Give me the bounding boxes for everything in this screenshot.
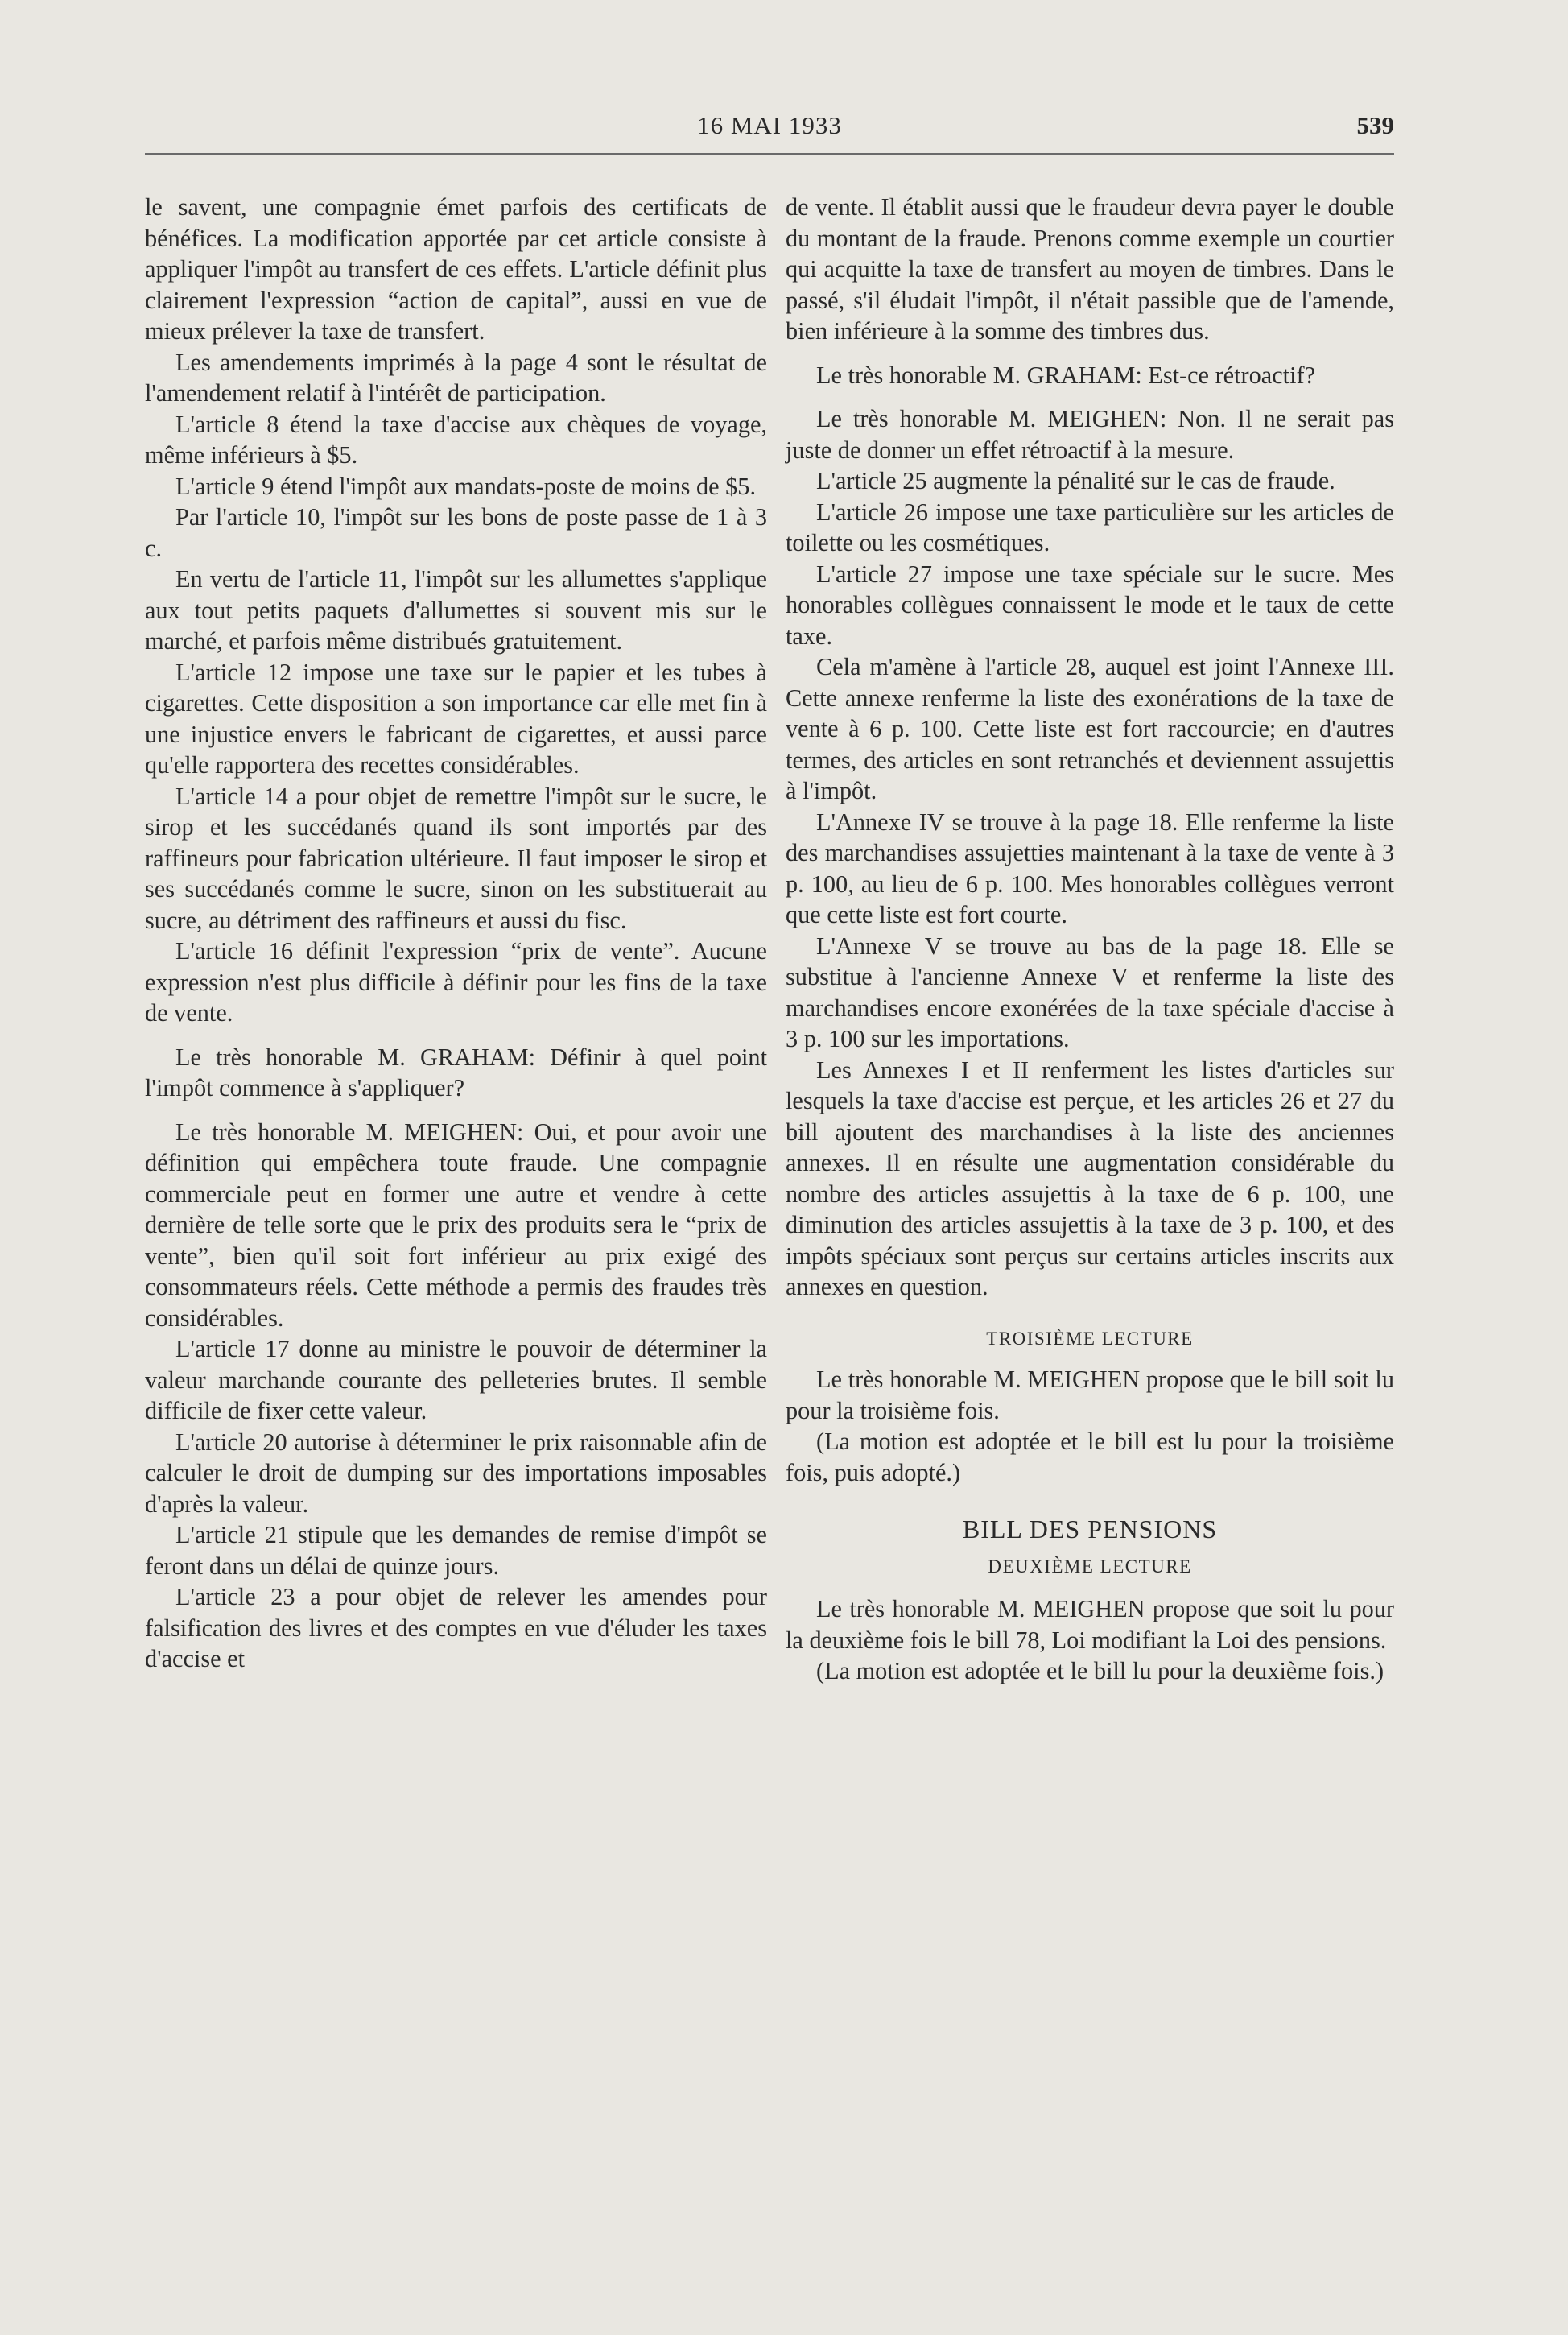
paragraph: (La motion est adoptée et le bill lu pour la deuxième fois.)	[816, 1657, 1384, 1684]
paragraph: L'article 26 impose une taxe particulière sur les articles de toilette ou les cosmétiques.	[786, 498, 1394, 556]
paragraph: (La motion est adoptée et le bill est lu pour la troisième fois, puis adopté.)	[786, 1428, 1394, 1486]
right-column	[786, 192, 1394, 1687]
paragraph: L'Annexe V se trouve au bas de la page 18. Elle se substitue à l'ancienne Annexe V et renferme la liste des marchandises encore exonérées de la taxe spéciale d'accise à 3 p. 100 sur les importations.	[786, 932, 1394, 1052]
paragraph: le savent, une compagnie émet parfois des certificats de bénéfices. La modification apportée par cet article consiste à appliquer l'impôt au transfert de ces effets. L'article définit plus clairement l'expression “action de capital”, aussi en vue de mieux prélever la taxe de transfert.	[145, 193, 767, 345]
header-rule	[145, 153, 1394, 155]
section-heading-third-reading: TROISIÈME LECTURE	[986, 1328, 1194, 1349]
paragraph: Cela m'amène à l'article 28, auquel est joint l'Annexe III. Cette annexe renferme la liste des exonérations de la taxe de vente à 6 p. 100. Cette liste est fort raccourcie; en d'autres termes, des articles en sont retranchés et deviennent assujettis à l'impôt.	[786, 653, 1394, 804]
page-number: 539	[1356, 111, 1394, 139]
paragraph: de vente. Il établit aussi que le fraudeur devra payer le double du montant de la fraude. Prenons comme exemple un courtier qui acquitte la taxe de transfert au moyen de timbres. Dans le passé, s'il éludait l'impôt, il n'était passible que de l'amende, bien inférieure à la somme des timbres dus.	[786, 193, 1394, 345]
section-heading-second-reading: DEUXIÈME LECTURE	[988, 1556, 1192, 1577]
paragraph: L'article 8 étend la taxe d'accise aux chèques de voyage, même inférieurs à $5.	[145, 410, 767, 469]
paragraph: En vertu de l'article 11, l'impôt sur les allumettes s'applique aux tout petits paquets d'allumettes si souvent mis sur le marché, et parfois même distribués gratuitement.	[145, 565, 767, 655]
paragraph-speaker-meighen: Le très honorable M. MEIGHEN: Oui, et pour avoir une définition qui empêchera toute fraude. Une compagnie commerciale peut en former une autre et vendre à cette dernière de telle sorte que le prix des produits sera le “prix de vente”, bien qu'il soit fort inférieur au prix exigé des consommateurs réels. Cette méthode a permis des fraudes très considérables.	[145, 1118, 767, 1332]
paragraph: L'article 20 autorise à déterminer le prix raisonnable afin de calculer le droit de dumping sur des importations imposables d'après la valeur.	[145, 1428, 767, 1518]
paragraph-speaker-graham: Le très honorable M. GRAHAM: Est-ce rétroactif?	[816, 361, 1316, 389]
paragraph: L'article 16 définit l'expression “prix de vente”. Aucune expression n'est plus difficile à définir pour les fins de la taxe de vente.	[145, 937, 767, 1027]
paragraph: Le très honorable M. MEIGHEN propose que soit lu pour la deuxième fois le bill 78, Loi modifiant la Loi des pensions.	[786, 1595, 1394, 1654]
paragraph: L'Annexe IV se trouve à la page 18. Elle renferme la liste des marchandises assujetties maintenant à la taxe de vente à 3 p. 100, au lieu de 6 p. 100. Mes honorables collègues verront que cette liste est fort courte.	[786, 808, 1394, 928]
paragraph: L'article 21 stipule que les demandes de remise d'impôt se feront dans un délai de quinze jours.	[145, 1521, 767, 1580]
paragraph-speaker-graham: Le très honorable M. GRAHAM: Définir à quel point l'impôt commence à s'appliquer?	[145, 1043, 767, 1101]
paragraph: Les amendements imprimés à la page 4 sont le résultat de l'amendement relatif à l'intérêt de participation.	[145, 348, 767, 407]
paragraph: Par l'article 10, l'impôt sur les bons de poste passe de 1 à 3 c.	[145, 503, 767, 562]
paragraph: L'article 9 étend l'impôt aux mandats-poste de moins de $5.	[175, 472, 757, 500]
page-header	[145, 111, 1394, 147]
bill-title: BILL DES PENSIONS	[962, 1515, 1218, 1544]
paragraph: L'article 27 impose une taxe spéciale sur le sucre. Mes honorables collègues connaissent le mode et le taux de cette taxe.	[786, 560, 1394, 650]
paragraph: L'article 12 impose une taxe sur le papier et les tubes à cigarettes. Cette disposition a son importance car elle met fin à une injustice envers le fabricant de cigarettes, et aussi parce qu'elle rapportera des recettes considérables.	[145, 658, 767, 779]
paragraph: L'article 25 augmente la pénalité sur le cas de fraude.	[816, 467, 1335, 494]
paragraph-speaker-meighen: Le très honorable M. MEIGHEN: Non. Il ne serait pas juste de donner un effet rétroactif à la mesure.	[786, 405, 1394, 464]
paragraph: L'article 17 donne au ministre le pouvoir de déterminer la valeur marchande courante des pelleteries brutes. Il semble difficile de fixer cette valeur.	[145, 1335, 767, 1424]
page-date: 16 MAI 1933	[697, 111, 842, 139]
paragraph: L'article 14 a pour objet de remettre l'impôt sur le sucre, le sirop et les succédanés quand ils sont importés par des raffineurs pour fabrication ultérieure. Il faut imposer le sirop et ses succédanés comme le sucre, sinon on les substituerait au sucre, au détriment des raffineurs et aussi du fisc.	[145, 782, 767, 934]
left-column	[145, 192, 767, 1675]
paragraph: L'article 23 a pour objet de relever les amendes pour falsification des livres et des comptes en vue d'éluder les taxes d'accise et	[145, 1583, 767, 1672]
paragraph: Les Annexes I et II renferment les listes d'articles sur lesquels la taxe d'accise est perçue, et les articles 26 et 27 du bill ajoutent des marchandises à la liste des anciennes annexes. Il en résulte une augmentation considérable du nombre des articles assujettis à la taxe de 6 p. 100, une diminution des articles assujettis à la taxe de 3 p. 100, et des impôts spéciaux sont perçus sur certains articles inscrits aux annexes en question.	[786, 1056, 1394, 1300]
paragraph: Le très honorable M. MEIGHEN propose que le bill soit lu pour la troisième fois.	[786, 1366, 1394, 1424]
